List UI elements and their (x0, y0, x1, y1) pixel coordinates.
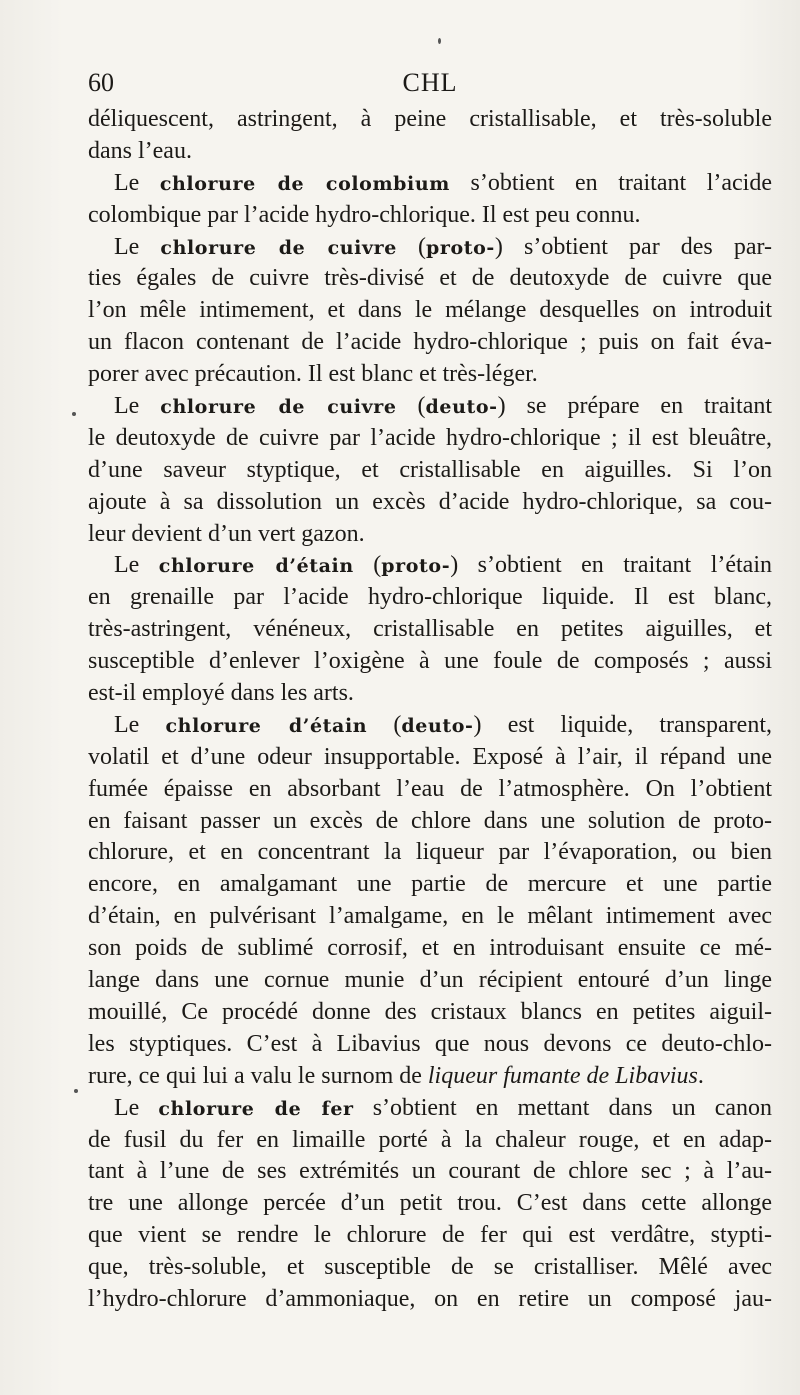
text-segment: Le (114, 552, 159, 579)
text-segment: ( (396, 233, 426, 260)
text-segment: l’hydro-chlorure d’ammoniaque, on en retire un composé jau- (88, 1285, 772, 1312)
text-segment: ( (353, 552, 382, 579)
text-segment: Le (114, 393, 161, 420)
text-line (88, 232, 772, 264)
text-line (88, 997, 772, 1029)
text-segment: tant à l’une de ses extrémités un courant de chlore sec ; à l’au- (88, 1158, 772, 1185)
text-line (88, 678, 772, 710)
text-line (88, 104, 772, 136)
text-segment: . (697, 1062, 704, 1089)
text-line (88, 168, 772, 200)
text-segment: en faisant passer un excès de chlore dans une solution de proto- (88, 807, 772, 834)
text-segment: ) s’obtient en traitant l’étain (450, 552, 772, 579)
text-line (88, 1284, 772, 1316)
text-segment: en grenaille par l’acide hydro-chlorique liquide. Il est blanc, (88, 584, 772, 611)
text-segment: Le (114, 233, 161, 260)
margin-dot-mark (74, 1089, 78, 1093)
text-line (88, 1125, 772, 1157)
text-segment: que, très-soluble, et susceptible de se cristalliser. Mêlé avec (88, 1254, 772, 1281)
text-line (88, 1252, 772, 1284)
text-segment: susceptible d’enlever l’oxigène à une foule de composés ; aussi (88, 648, 772, 675)
text-segment: dans l’eau. (88, 137, 192, 164)
text-segment: lange dans une cornue munie d’un récipient entouré d’un linge (88, 967, 772, 994)
text-segment: porer avec précaution. Il est blanc et très-léger. (88, 361, 538, 388)
text-line (88, 869, 772, 901)
text-line (88, 263, 772, 295)
text-segment: encore, en amalgamant une partie de mercure et une partie (88, 871, 772, 898)
text-segment: de fusil du fer en limaille porté à la chaleur rouge, et en adap- (88, 1126, 772, 1153)
text-segment: son poids de sublimé corrosif, et en introduisant ensuite ce mé- (88, 935, 772, 962)
page-number: 60 (88, 68, 114, 97)
text-segment: d’étain, en pulvérisant l’amalgame, en le mêlant intimement avec (88, 903, 772, 930)
bold-term: chlorure de colombium (159, 172, 450, 195)
text-segment: le deutoxyde de cuivre par l’acide hydro-chlorique ; il est bleuâtre, (88, 424, 772, 451)
text-line (88, 614, 772, 646)
text-line (88, 1220, 772, 1252)
margin-dot-mark (72, 412, 76, 416)
text-segment: ) se prépare en traitant (497, 393, 772, 420)
text-segment: ) s’obtient par des par- (494, 233, 772, 260)
text-segment: ties égales de cuivre très-divisé et de deutoxyde de cuivre que (88, 265, 772, 292)
italic-text: liqueur fumante de Libavius (427, 1062, 698, 1089)
bold-term: chlorure de fer (158, 1097, 354, 1120)
text-line (88, 1061, 772, 1093)
text-line (88, 742, 772, 774)
bold-term: chlorure de cuivre (160, 396, 397, 419)
text-line (88, 455, 772, 487)
text-segment: leur devient d’un vert gazon. (88, 520, 365, 547)
top-ink-mark (438, 38, 441, 44)
text-segment: les styptiques. C’est à Libavius que nous devons ce deuto-chlo- (88, 1030, 772, 1057)
text-line (88, 1188, 772, 1220)
text-segment: colombique par l’acide hydro-chlorique. Il est peu connu. (88, 201, 641, 228)
text-line (88, 1156, 772, 1188)
text-line (88, 136, 772, 168)
text-line (88, 359, 772, 391)
bold-term: chlorure de cuivre (160, 236, 397, 259)
text-line (88, 646, 772, 678)
text-segment: s’obtient en mettant dans un canon (353, 1094, 772, 1121)
text-line (88, 774, 772, 806)
bold-term: deuto- (401, 714, 474, 737)
text-segment: ( (367, 711, 402, 738)
text-line (88, 1093, 772, 1125)
body-text (88, 104, 772, 1316)
text-line (88, 519, 772, 551)
text-line (88, 295, 772, 327)
running-head: CHL (402, 68, 458, 97)
bold-term: proto- (426, 236, 495, 259)
page-header (88, 68, 772, 98)
text-segment: Le (114, 169, 160, 196)
text-line (88, 806, 772, 838)
text-line (88, 933, 772, 965)
text-segment: ( (396, 393, 426, 420)
text-segment: tre une allonge percée d’un petit trou. C’est dans cette allonge (88, 1190, 772, 1217)
text-segment: Le (114, 1094, 159, 1121)
text-segment: que vient se rendre le chlorure de fer qui est verdâtre, stypti- (88, 1222, 772, 1249)
bold-term: chlorure d’étain (158, 555, 354, 578)
text-line (88, 582, 772, 614)
text-segment: très-astringent, vénéneux, cristallisable en petites aiguilles, et (88, 616, 772, 643)
text-line (88, 391, 772, 423)
text-segment: d’une saveur styptique, et cristallisable en aiguilles. Si l’on (88, 456, 772, 483)
bold-term: chlorure d’étain (165, 714, 368, 737)
text-segment: chlorure, et en concentrant la liqueur par l’évaporation, ou bien (88, 839, 772, 866)
text-segment: volatil et d’une odeur insupportable. Exposé à l’air, il répand une (88, 743, 772, 770)
text-segment: mouillé, Ce procédé donne des cristaux blancs en petites aiguil- (88, 998, 772, 1025)
text-segment: fumée épaisse en absorbant l’eau de l’atmosphère. On l’obtient (88, 775, 772, 802)
text-segment: ) est liquide, transparent, (473, 711, 772, 738)
text-segment: Le (114, 711, 166, 738)
text-line (88, 327, 772, 359)
text-segment: l’on mêle intimement, et dans le mélange desquelles on introduit (88, 297, 772, 324)
text-line (88, 965, 772, 997)
text-segment: rure, ce qui lui a valu le surnom de (88, 1062, 428, 1089)
text-line (88, 710, 772, 742)
text-line (88, 487, 772, 519)
text-segment: déliquescent, astringent, à peine cristallisable, et très-soluble (88, 106, 772, 132)
text-segment: ajoute à sa dissolution un excès d’acide hydro-chlorique, sa cou- (88, 488, 772, 515)
text-line (88, 1029, 772, 1061)
bold-term: proto- (381, 555, 451, 578)
text-line (88, 901, 772, 933)
bold-term: deuto- (425, 396, 498, 419)
text-segment: un flacon contenant de l’acide hydro-chlorique ; puis on fait éva- (88, 329, 772, 356)
text-segment: est-il employé dans les arts. (88, 680, 354, 707)
text-line (88, 200, 772, 232)
text-line (88, 837, 772, 869)
text-segment: s’obtient en traitant l’acide (449, 169, 772, 196)
text-line (88, 423, 772, 455)
text-line (88, 550, 772, 582)
